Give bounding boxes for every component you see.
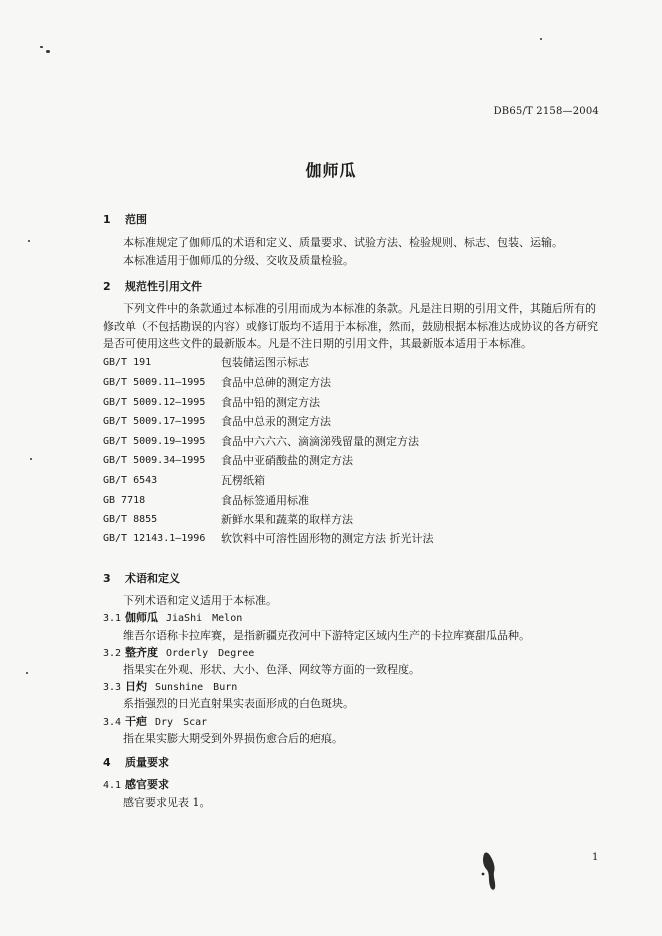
reference-title: 包装储运图示标志: [221, 356, 309, 369]
subsection-4-1-text: 感官要求见表 1。: [123, 796, 211, 809]
reference-code: GB/T 8855: [103, 514, 158, 525]
section-1-paragraph: 本标准规定了伽师瓜的术语和定义、质量要求、试验方法、检验规则、标志、包装、运输。: [123, 236, 563, 249]
reference-row: [103, 354, 583, 372]
reference-row: [103, 413, 583, 431]
term-definition: 维吾尔语称卡拉库赛，是指新疆克孜河中下游特定区域内生产的卡拉库赛甜瓜品种。: [123, 629, 530, 642]
reference-title: 食品中亚硝酸盐的测定方法: [221, 454, 353, 467]
scan-speck: [30, 458, 32, 460]
scan-speck: [28, 240, 30, 242]
term-chinese: 日灼: [125, 680, 147, 693]
scan-speck: [26, 672, 28, 674]
subsection-4-1-heading: [103, 776, 169, 795]
subsection-number: 4.1: [103, 780, 122, 791]
term-number: 3.3: [103, 682, 122, 693]
reference-title: 食品中铅的测定方法: [221, 396, 320, 409]
section-number: 1: [103, 213, 111, 226]
document-title: 伽师瓜: [305, 161, 357, 180]
standard-code: DB65/T 2158—2004: [493, 106, 599, 117]
section-4-heading: [103, 754, 169, 770]
term-chinese: 整齐度: [125, 646, 158, 659]
reference-code: GB 7718: [103, 495, 146, 506]
term-english: Dry Scar: [155, 717, 208, 728]
section-3-heading: [103, 570, 180, 586]
reference-code: GB/T 5009.17—1995: [103, 416, 206, 427]
term-number: 3.2: [103, 648, 122, 659]
reference-row: [103, 452, 583, 470]
page-number: 1: [592, 852, 599, 863]
term-heading: [103, 609, 242, 628]
section-title: 范围: [125, 213, 147, 226]
term-definition: 系指强烈的日光直射果实表面形成的白色斑块。: [123, 697, 354, 710]
section-1-heading: [103, 211, 147, 227]
reference-code: GB/T 191: [103, 357, 152, 368]
term-number: 3.1: [103, 613, 122, 624]
reference-code: GB/T 5009.34—1995: [103, 455, 206, 466]
reference-code: GB/T 12143.1—1996: [103, 533, 206, 544]
reference-title: 食品中总砷的测定方法: [221, 376, 331, 389]
term-english: JiaShi Melon: [166, 613, 243, 624]
reference-code: GB/T 5009.11—1995: [103, 377, 206, 388]
subsection-title: 感官要求: [125, 778, 169, 791]
section-1-paragraph: 本标准适用于伽师瓜的分级、交收及质量检验。: [123, 254, 354, 267]
reference-title: 食品中总汞的测定方法: [221, 415, 331, 428]
reference-title: 食品中六六六、滴滴涕残留量的测定方法: [221, 435, 419, 448]
section-2-heading: [103, 278, 202, 294]
term-definition: 指果实在外观、形状、大小、色泽、网纹等方面的一致程度。: [123, 663, 420, 676]
term-chinese: 伽师瓜: [125, 611, 158, 624]
reference-code: GB/T 5009.12—1995: [103, 397, 206, 408]
reference-code: GB/T 5009.19—1995: [103, 436, 206, 447]
reference-row: [103, 394, 583, 412]
section-number: 4: [103, 756, 111, 769]
term-number: 3.4: [103, 717, 122, 728]
term-chinese: 干疤: [125, 715, 147, 728]
term-definition: 指在果实膨大期受到外界损伤愈合后的疤痕。: [123, 732, 343, 745]
section-title: 规范性引用文件: [125, 280, 202, 293]
reference-row: [103, 511, 583, 529]
term-english: Orderly Degree: [166, 648, 255, 659]
section-2-intro-line: 下列文件中的条款通过本标准的引用而成为本标准的条款。凡是注日期的引用文件，其随后所有的: [123, 302, 596, 315]
reference-title: 瓦楞纸箱: [221, 474, 265, 487]
scan-speck: [540, 38, 542, 40]
scan-speck: [46, 50, 50, 53]
section-number: 2: [103, 280, 111, 293]
reference-title: 软饮料中可溶性固形物的测定方法 折光计法: [221, 532, 434, 545]
reference-row: [103, 472, 583, 490]
reference-title: 食品标签通用标准: [221, 494, 309, 507]
reference-title: 新鲜水果和蔬菜的取样方法: [221, 513, 353, 526]
reference-row: [103, 374, 583, 392]
section-number: 3: [103, 572, 111, 585]
section-2-intro-line: 是否可使用这些文件的最新版本。凡是不注日期的引用文件，其最新版本适用于本标准。: [103, 337, 532, 350]
section-3-intro: 下列术语和定义适用于本标准。: [123, 594, 277, 607]
reference-row: [103, 492, 583, 510]
reference-row: [103, 433, 583, 451]
section-title: 质量要求: [125, 756, 169, 769]
section-2-intro-line: 修改单（不包括勘误的内容）或修订版均不适用于本标准，然而，鼓励根据本标准达成协议的各方研究: [103, 320, 598, 333]
reference-code: GB/T 6543: [103, 475, 158, 486]
term-english: Sunshine Burn: [155, 682, 238, 693]
scan-speck: [40, 46, 43, 48]
section-title: 术语和定义: [125, 572, 180, 585]
reference-row: [103, 530, 583, 548]
smudge-mark-icon: [478, 850, 502, 892]
